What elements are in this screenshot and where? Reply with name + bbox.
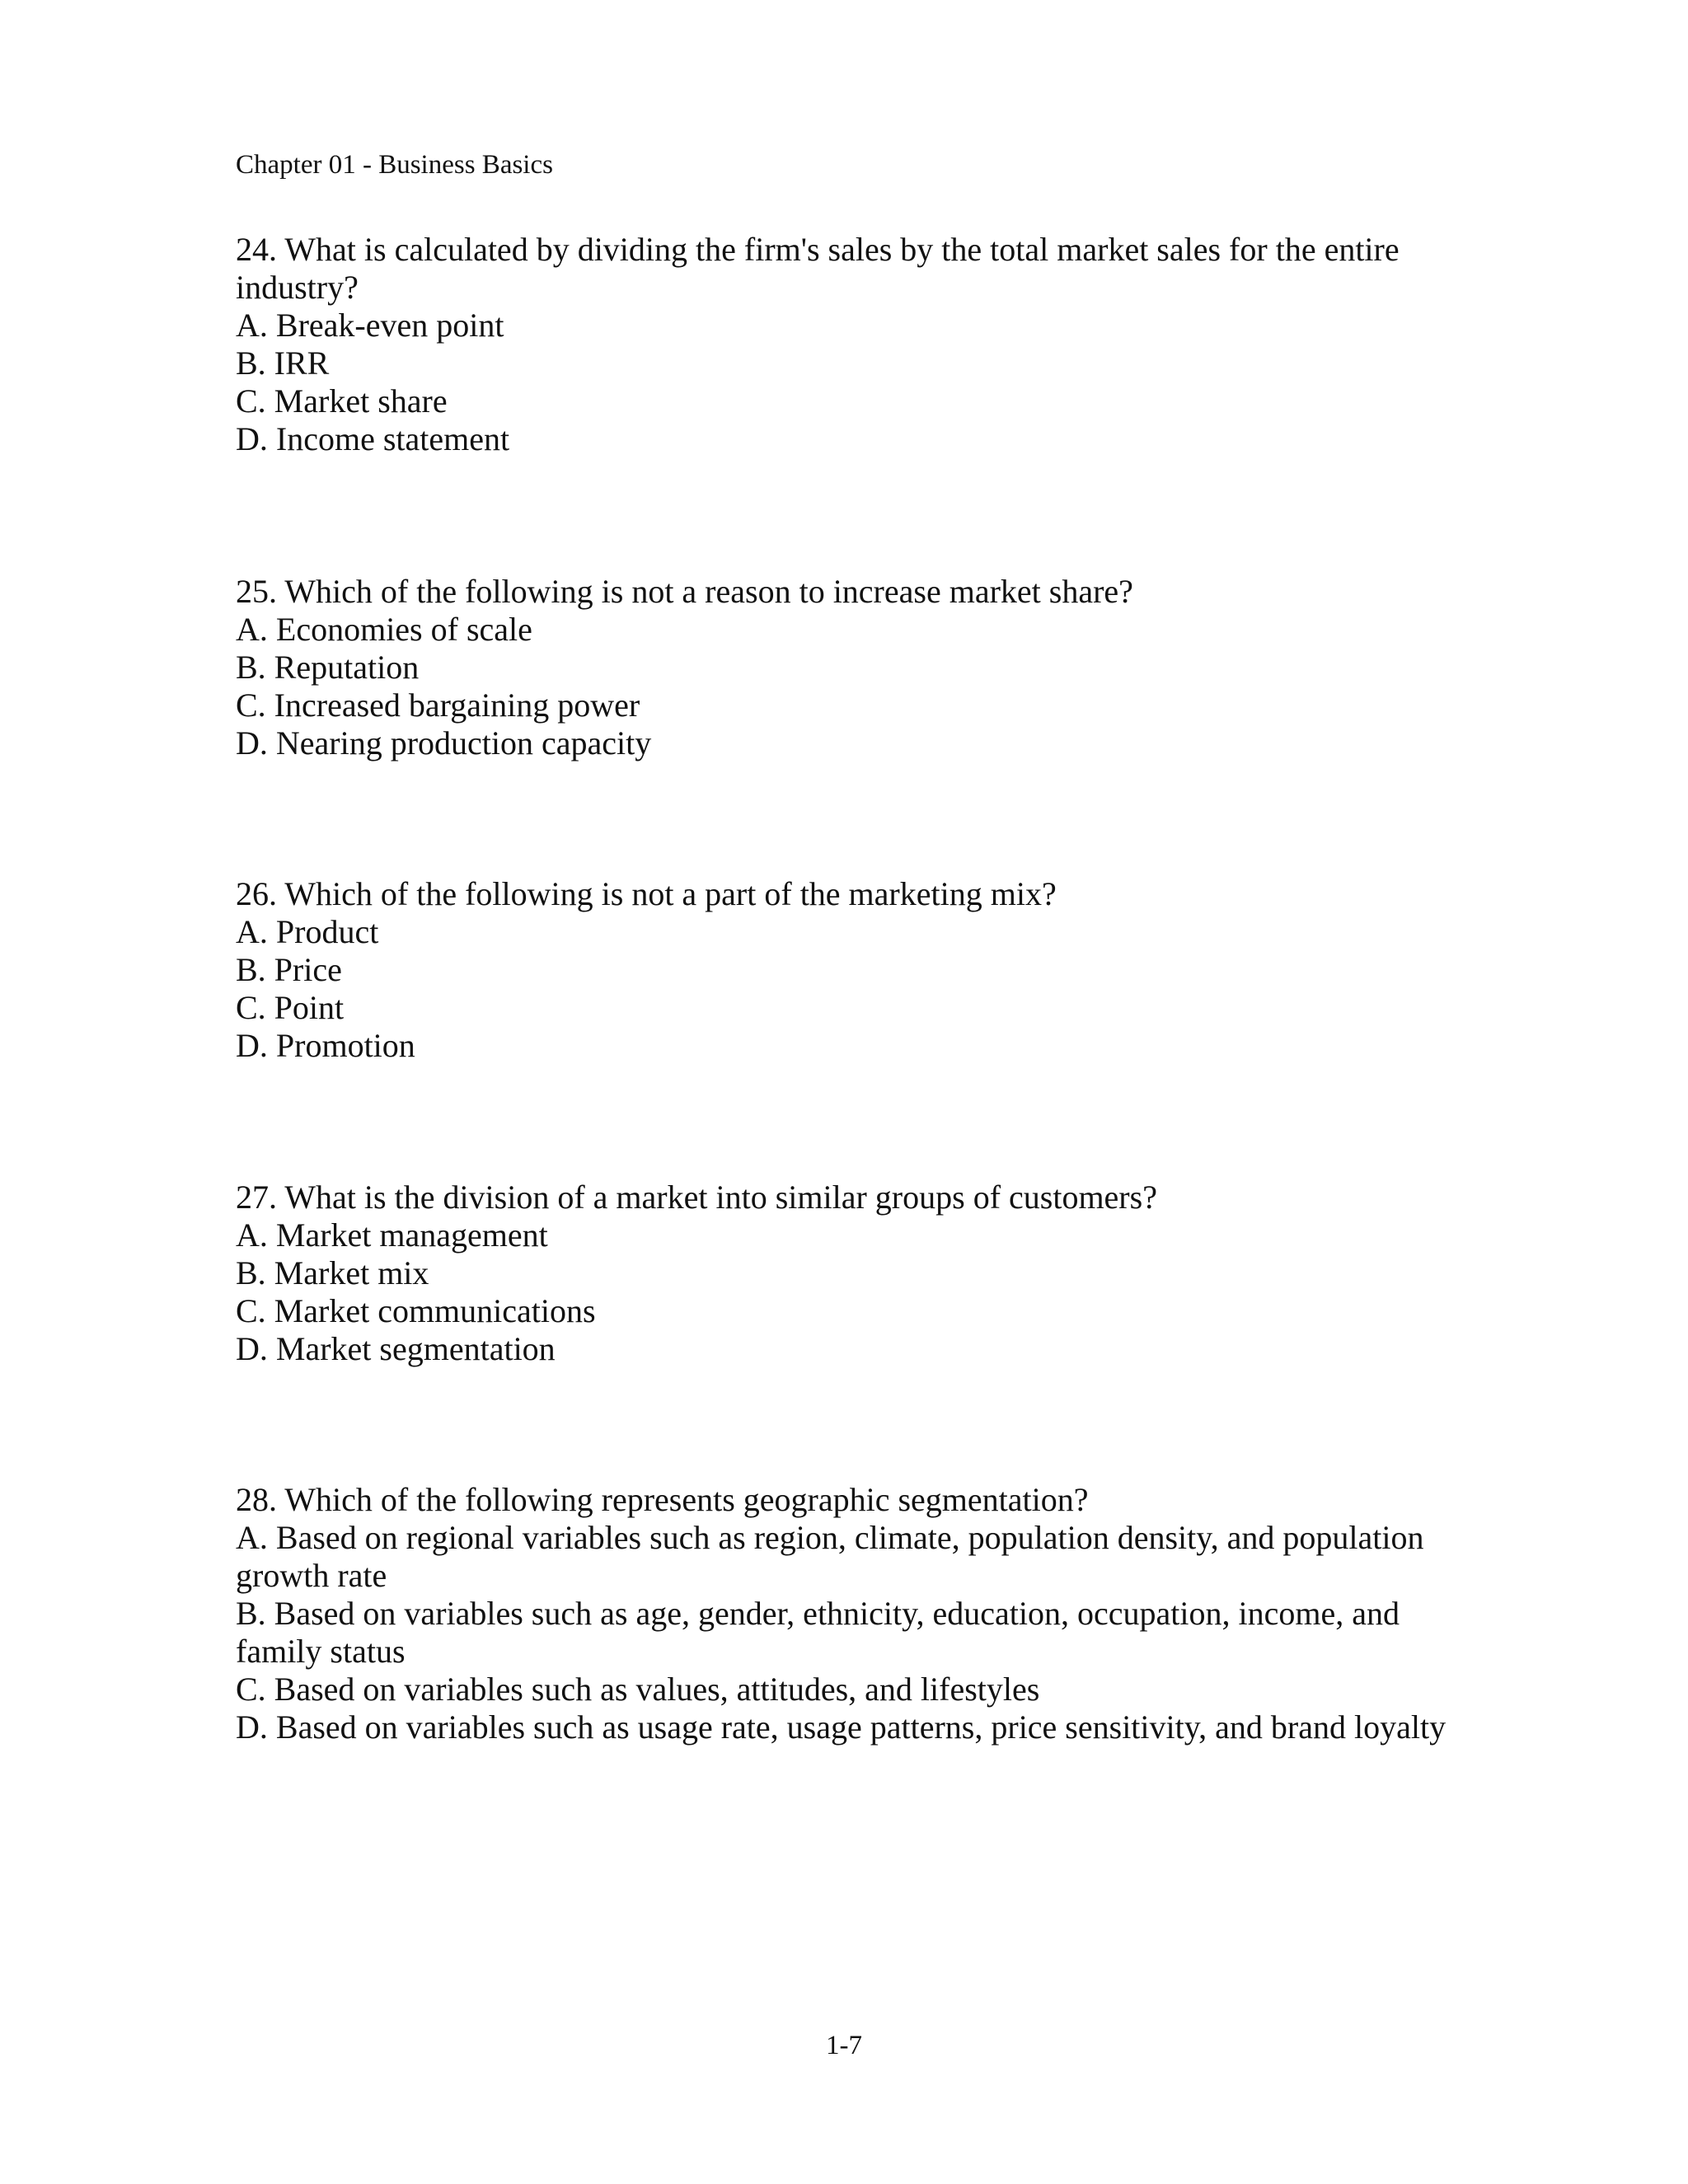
- question-text: 25. Which of the following is not a reason to increase market share?: [236, 573, 1133, 610]
- question-text: 24. What is calculated by dividing the firm's sales by the total market sales for the entire industry?: [236, 231, 1400, 306]
- answer-option-c: C. Point: [236, 989, 345, 1026]
- page-number: 1-7: [826, 2031, 862, 2060]
- answer-option-a: A. Market management: [236, 1216, 548, 1254]
- question-24: [236, 231, 1456, 458]
- answer-option-d: D. Nearing production capacity: [236, 724, 652, 762]
- answer-option-b: B. Based on variables such as age, gender, ethnicity, education, occupation, income, and family status: [236, 1595, 1400, 1670]
- question-26: [236, 875, 1456, 1065]
- question-text: 28. Which of the following represents geographic segmentation?: [236, 1481, 1089, 1518]
- question-28: [236, 1481, 1472, 1746]
- answer-option-c: C. Market share: [236, 382, 448, 419]
- answer-option-c: C. Market communications: [236, 1292, 596, 1329]
- answer-option-d: D. Promotion: [236, 1027, 415, 1064]
- question-25: [236, 573, 1456, 762]
- answer-option-a: A. Break-even point: [236, 307, 504, 344]
- answer-option-b: B. IRR: [236, 344, 330, 382]
- answer-option-b: B. Reputation: [236, 649, 420, 686]
- question-text: 27. What is the division of a market into similar groups of customers?: [236, 1179, 1157, 1216]
- answer-option-c: C. Based on variables such as values, attitudes, and lifestyles: [236, 1671, 1040, 1708]
- answer-option-b: B. Price: [236, 951, 342, 988]
- answer-option-a: A. Economies of scale: [236, 611, 532, 648]
- answer-option-b: B. Market mix: [236, 1254, 429, 1291]
- answer-option-a: A. Product: [236, 913, 379, 950]
- answer-option-d: D. Market segmentation: [236, 1330, 556, 1367]
- question-text: 26. Which of the following is not a part of the marketing mix?: [236, 875, 1057, 912]
- answer-option-c: C. Increased bargaining power: [236, 687, 640, 724]
- answer-option-d: D. Based on variables such as usage rate, usage patterns, price sensitivity, and brand loyalty: [236, 1708, 1447, 1746]
- chapter-header: Chapter 01 - Business Basics: [236, 150, 553, 180]
- answer-option-d: D. Income statement: [236, 420, 510, 457]
- answer-option-a: A. Based on regional variables such as region, climate, population density, and population growth rate: [236, 1519, 1424, 1594]
- question-27: [236, 1179, 1456, 1368]
